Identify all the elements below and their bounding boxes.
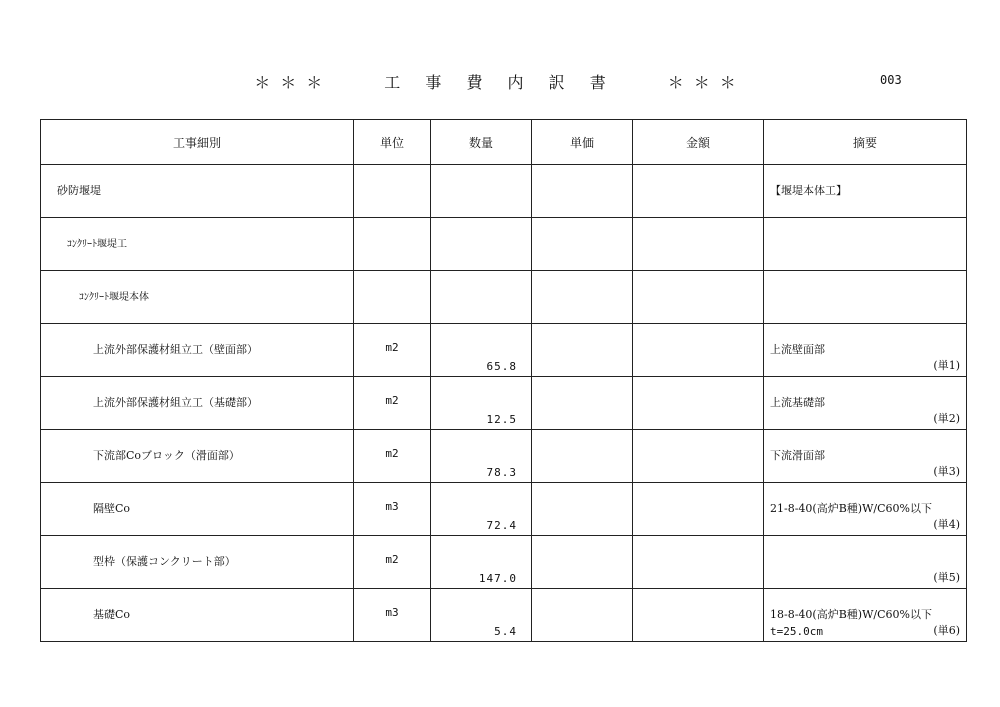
remark-line-1: 21-8-40(高炉B種)W/C60%以下 bbox=[770, 502, 932, 515]
cell-unit-price bbox=[532, 536, 633, 589]
cell-unit-price bbox=[532, 324, 633, 377]
cell-unit bbox=[354, 483, 431, 536]
cell-amount bbox=[633, 271, 764, 324]
remark-line-1: 【堰堤本体工】 bbox=[770, 184, 847, 197]
header-amount: 金額 bbox=[633, 120, 764, 165]
table-row bbox=[41, 430, 967, 483]
item-name: 基礎Co bbox=[93, 608, 131, 621]
remark-line-1: 上流基礎部 bbox=[770, 396, 825, 409]
unit-value: m3 bbox=[385, 606, 399, 619]
cell-amount bbox=[633, 165, 764, 218]
header-remarks: 摘要 bbox=[764, 120, 967, 165]
cell-quantity bbox=[431, 483, 532, 536]
table-row bbox=[41, 377, 967, 430]
cell-unit-price bbox=[532, 377, 633, 430]
cell-unit bbox=[354, 589, 431, 642]
cell-unit bbox=[354, 218, 431, 271]
cell-item bbox=[41, 430, 354, 483]
remark-reference: (単6) bbox=[933, 624, 960, 637]
cell-unit-price bbox=[532, 218, 633, 271]
cell-remarks bbox=[764, 430, 967, 483]
cell-item bbox=[41, 589, 354, 642]
cell-unit-price bbox=[532, 271, 633, 324]
cell-quantity bbox=[431, 324, 532, 377]
cell-quantity bbox=[431, 536, 532, 589]
unit-value: m2 bbox=[385, 394, 399, 407]
unit-value: m2 bbox=[385, 447, 399, 460]
cell-amount bbox=[633, 430, 764, 483]
header-quantity: 数量 bbox=[431, 120, 532, 165]
remark-line-2: t=25.0cm bbox=[770, 625, 823, 638]
cell-remarks bbox=[764, 324, 967, 377]
unit-value: m2 bbox=[385, 341, 399, 354]
cell-remarks bbox=[764, 536, 967, 589]
table-row bbox=[41, 324, 967, 377]
remark-line-1: 下流滑面部 bbox=[770, 449, 825, 462]
remark-line-1: 上流壁面部 bbox=[770, 343, 825, 356]
remark-line-1: 18-8-40(高炉B種)W/C60%以下 bbox=[770, 608, 932, 621]
item-name: 下流部Coブロック（滑面部） bbox=[93, 449, 240, 462]
header-item: 工事細別 bbox=[41, 120, 354, 165]
table-header-row bbox=[41, 120, 967, 165]
cell-item bbox=[41, 483, 354, 536]
cell-amount bbox=[633, 377, 764, 430]
remark-reference: (単3) bbox=[933, 465, 960, 478]
cell-quantity bbox=[431, 377, 532, 430]
cell-amount bbox=[633, 589, 764, 642]
cell-remarks bbox=[764, 271, 967, 324]
item-name: 隔壁Co bbox=[93, 502, 131, 515]
remark-reference: (単5) bbox=[933, 571, 960, 584]
cell-unit bbox=[354, 271, 431, 324]
header-unit: 単位 bbox=[354, 120, 431, 165]
quantity-value: 12.5 bbox=[486, 413, 517, 426]
remark-reference: (単1) bbox=[933, 359, 960, 372]
cell-amount bbox=[633, 324, 764, 377]
table-row bbox=[41, 589, 967, 642]
item-name: 砂防堰堤 bbox=[57, 184, 101, 197]
cell-unit bbox=[354, 324, 431, 377]
cell-quantity bbox=[431, 430, 532, 483]
cell-remarks bbox=[764, 589, 967, 642]
document-title: ＊＊＊ 工 事 費 内 訳 書 ＊＊＊ bbox=[254, 73, 746, 92]
cell-item bbox=[41, 324, 354, 377]
quantity-value: 72.4 bbox=[486, 519, 517, 532]
cell-item bbox=[41, 536, 354, 589]
page-number: 003 bbox=[880, 73, 902, 87]
cell-amount bbox=[633, 218, 764, 271]
quantity-value: 65.8 bbox=[486, 360, 517, 373]
cell-remarks bbox=[764, 483, 967, 536]
quantity-value: 147.0 bbox=[478, 572, 517, 585]
quantity-value: 5.4 bbox=[494, 625, 517, 638]
cell-quantity bbox=[431, 218, 532, 271]
cell-unit bbox=[354, 377, 431, 430]
table-row bbox=[41, 218, 967, 271]
cell-unit bbox=[354, 430, 431, 483]
cell-quantity bbox=[431, 589, 532, 642]
remark-reference: (単2) bbox=[933, 412, 960, 425]
table-row bbox=[41, 271, 967, 324]
table-row bbox=[41, 536, 967, 589]
item-name: ｺﾝｸﾘｰﾄ堰堤本体 bbox=[79, 292, 149, 303]
cell-amount bbox=[633, 483, 764, 536]
unit-value: m2 bbox=[385, 553, 399, 566]
cell-item bbox=[41, 218, 354, 271]
cost-breakdown-table bbox=[40, 119, 967, 642]
cell-item bbox=[41, 377, 354, 430]
unit-value: m3 bbox=[385, 500, 399, 513]
cell-amount bbox=[633, 536, 764, 589]
cell-item bbox=[41, 271, 354, 324]
header-unit-price: 単価 bbox=[532, 120, 633, 165]
table-row bbox=[41, 483, 967, 536]
cell-remarks bbox=[764, 377, 967, 430]
item-name: 上流外部保護材組立工（壁面部） bbox=[93, 343, 258, 356]
cell-unit-price bbox=[532, 483, 633, 536]
quantity-value: 78.3 bbox=[486, 466, 517, 479]
cell-remarks bbox=[764, 218, 967, 271]
cell-unit-price bbox=[532, 430, 633, 483]
item-name: 上流外部保護材組立工（基礎部） bbox=[93, 396, 258, 409]
cell-unit-price bbox=[532, 589, 633, 642]
item-name: ｺﾝｸﾘｰﾄ堰堤工 bbox=[67, 239, 127, 250]
cell-unit-price bbox=[532, 165, 633, 218]
cell-quantity bbox=[431, 165, 532, 218]
remark-reference: (単4) bbox=[933, 518, 960, 531]
item-name: 型枠（保護コンクリート部） bbox=[93, 555, 236, 568]
table-row bbox=[41, 165, 967, 218]
cell-quantity bbox=[431, 271, 532, 324]
cell-item bbox=[41, 165, 354, 218]
cell-remarks bbox=[764, 165, 967, 218]
cell-unit bbox=[354, 536, 431, 589]
cell-unit bbox=[354, 165, 431, 218]
